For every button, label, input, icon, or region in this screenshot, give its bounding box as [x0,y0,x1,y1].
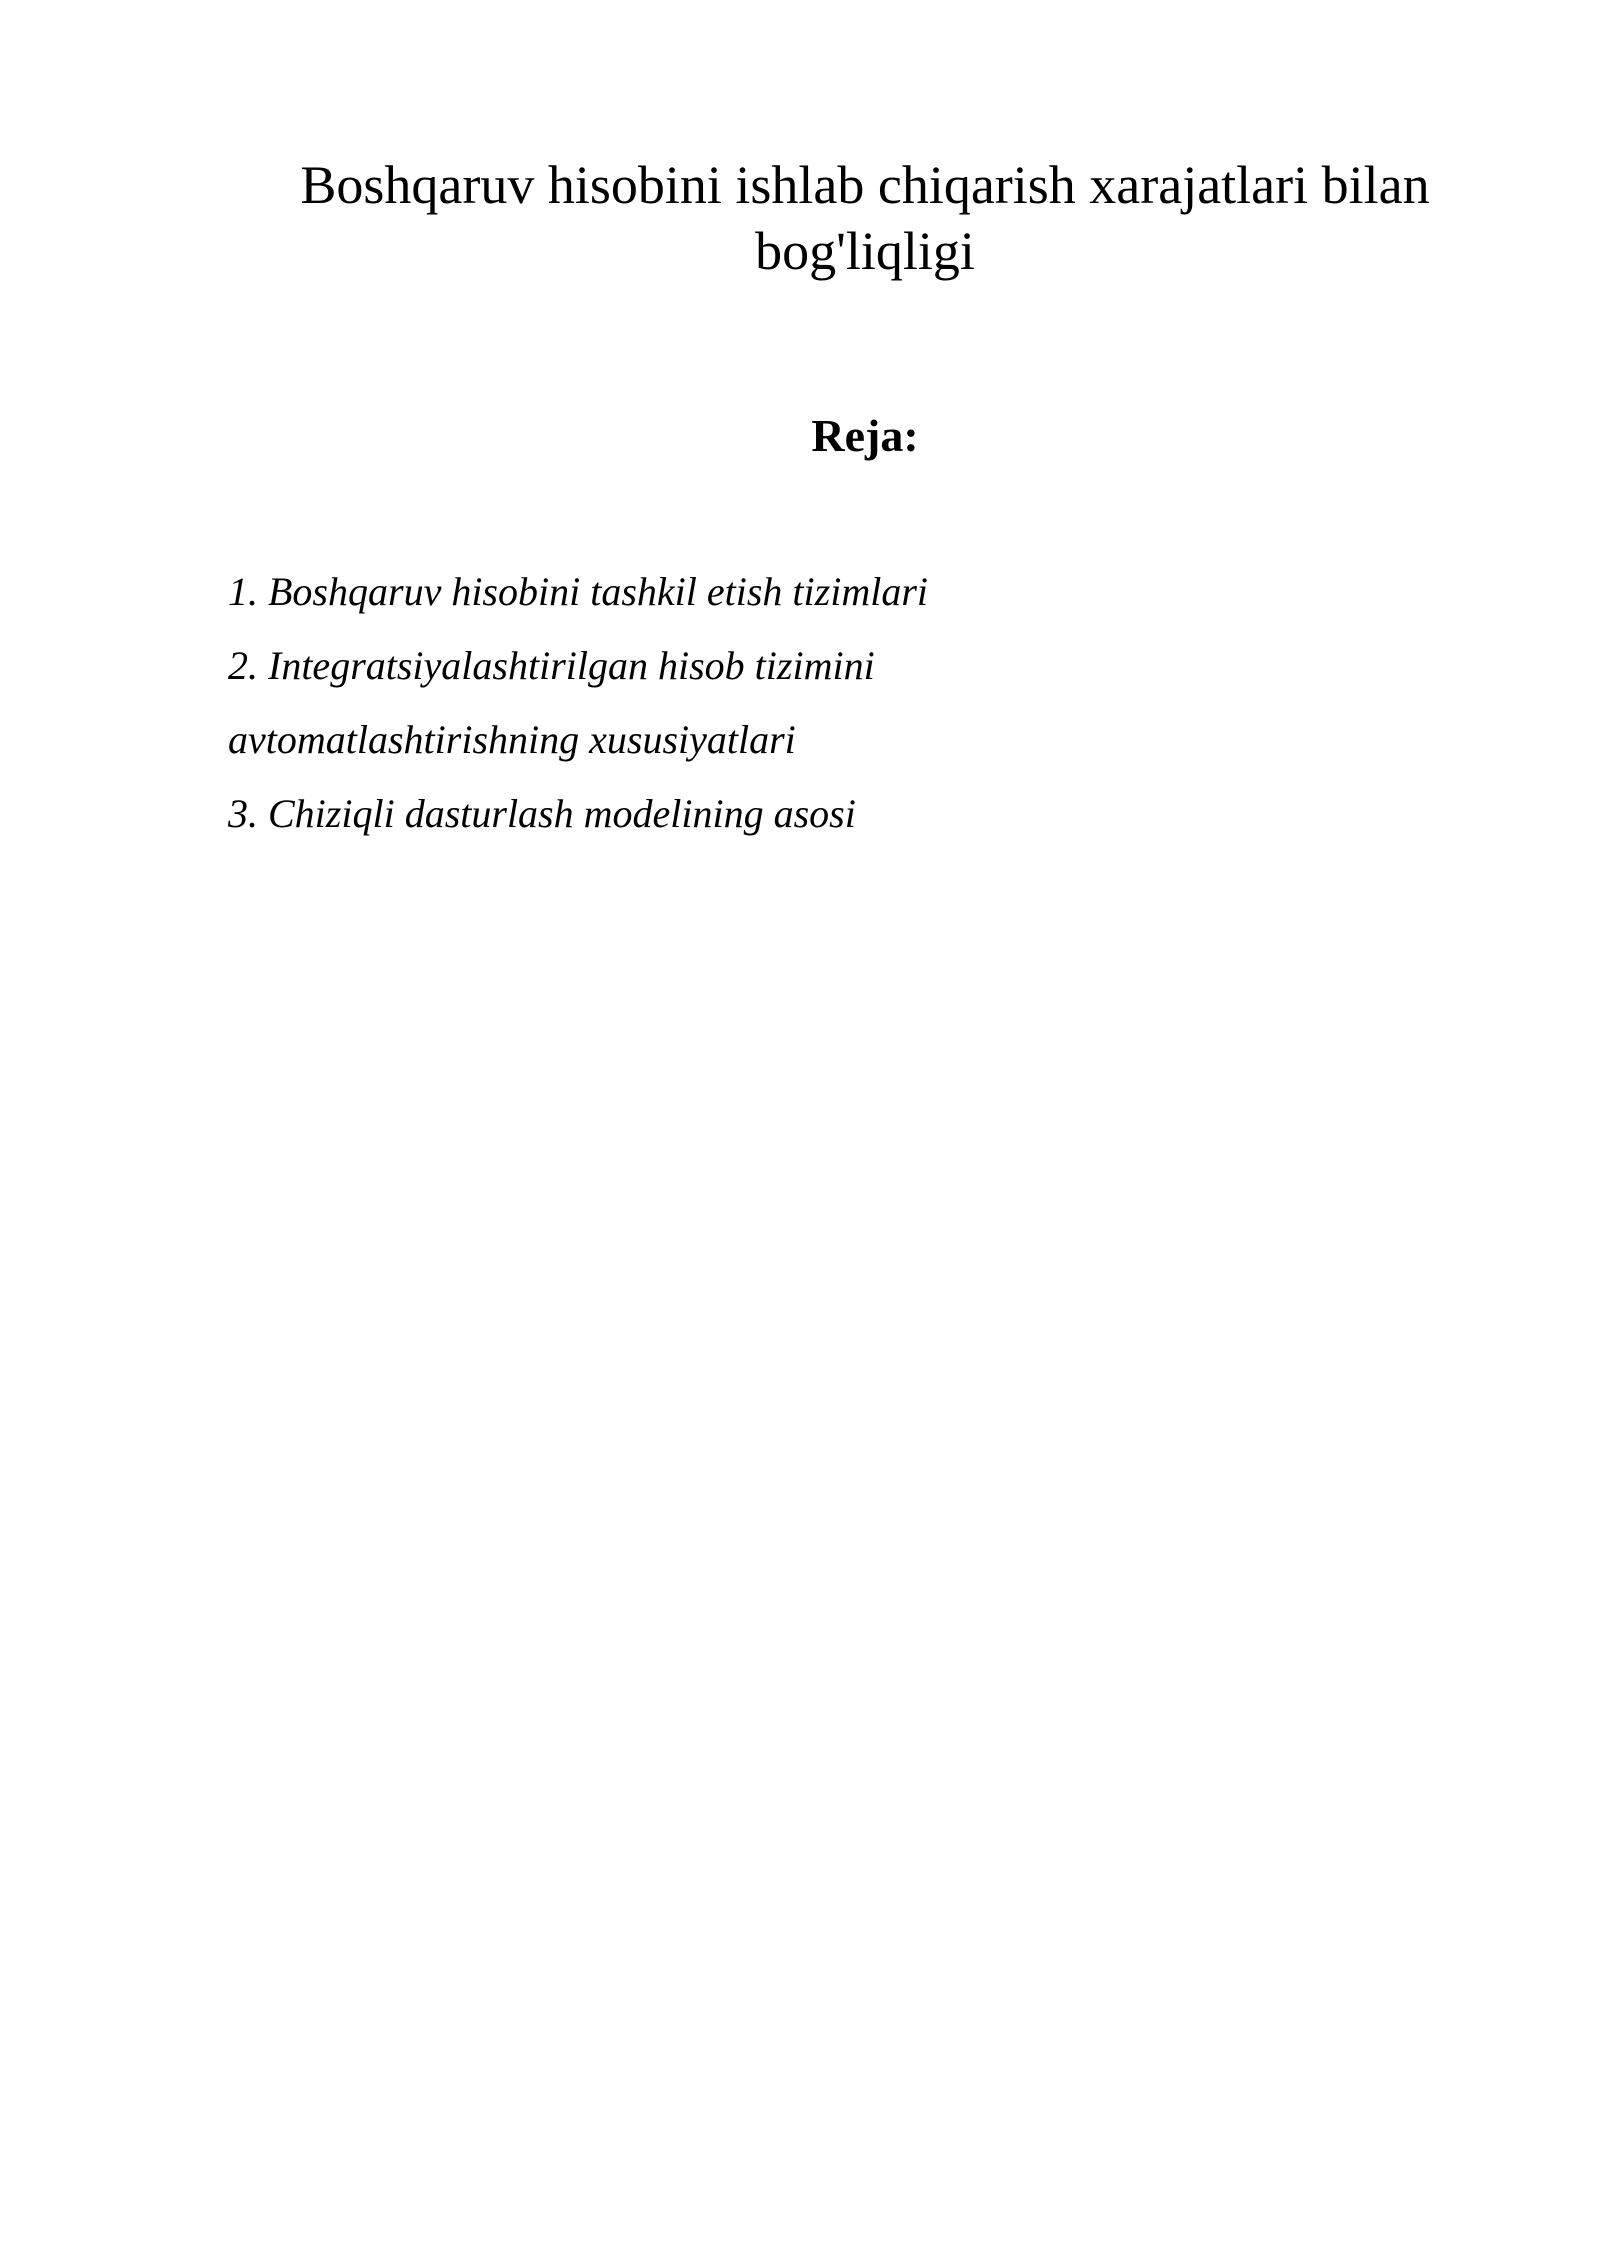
plan-heading: Reja: [811,410,919,461]
page-title: Boshqaruv hisobini ishlab chiqarish xarajatlari bilan bog'liqligi [300,155,1430,281]
plan-item-3: 3. Chiziqli dasturlash modelining asosi [228,791,856,836]
plan-item-1: 1. Boshqaruv hisobini tashkil etish tizimlari [228,569,929,614]
plan-item-2: 2. Integratsiyalashtirilgan hisob tizimini [228,643,875,688]
plan-item-2-continuation: avtomatlashtirishning xususiyatlari [228,717,796,762]
plan-list [228,555,1428,851]
